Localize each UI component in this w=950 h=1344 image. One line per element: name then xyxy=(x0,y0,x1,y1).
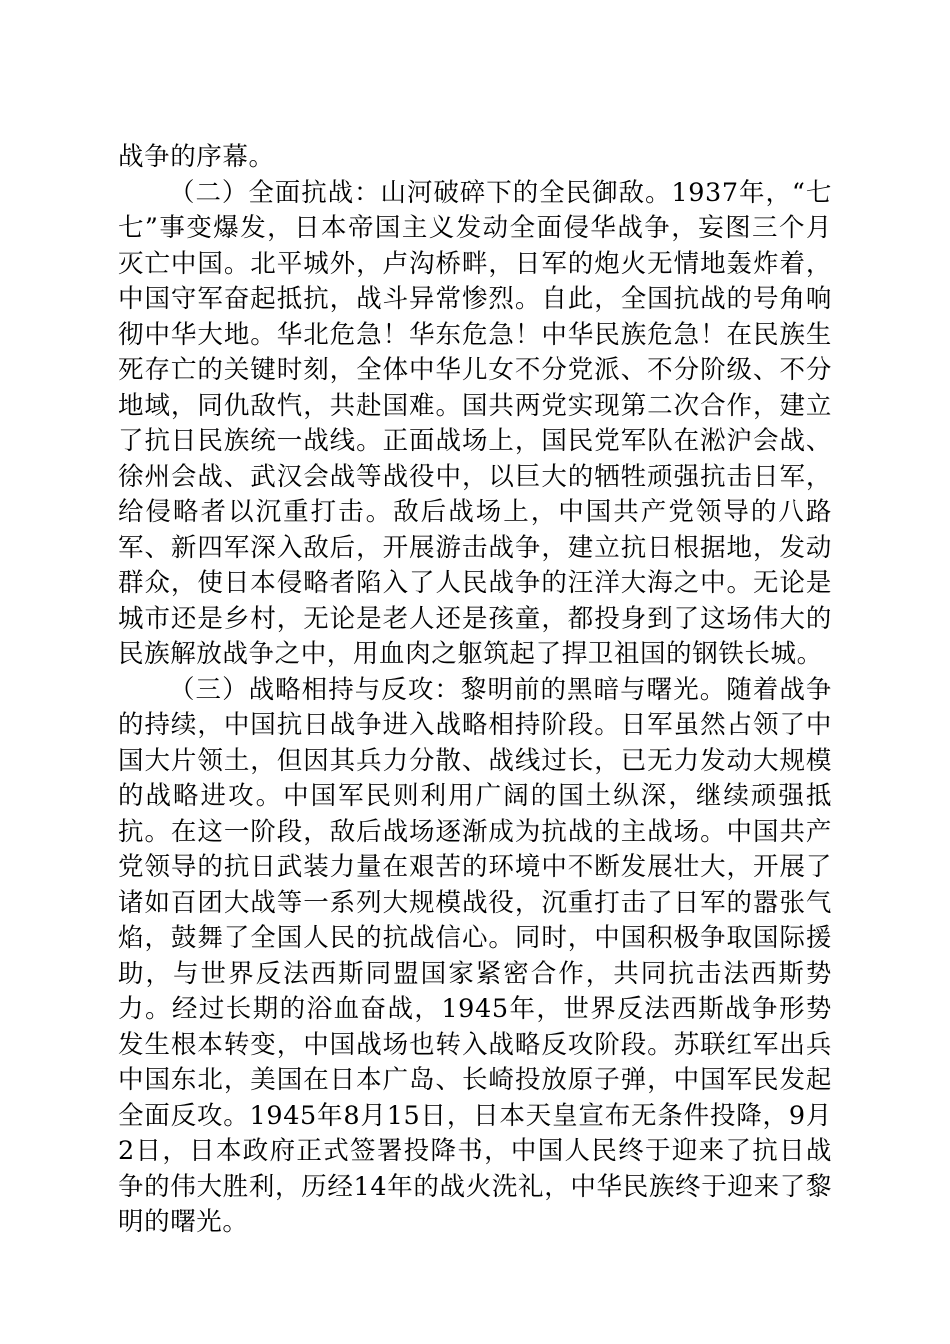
section-body-3: 随着战争的持续，中国抗日战争进入战略相持阶段。日军虽然占领了中国大片领土，但因其兵力分散、战线过长，已无力发动大规模的战略进攻。中国军民则利用广阔的国土纵深，继续顽强抵抗。在这一阶段，敌后战场逐渐成为抗战的主战场。中国共产党领导的抗日武装力量在艰苦的环境中不断发展壮大，开展了诸如百团大战等一系列大规模战役，沉重打击了日军的嚣张气焰，鼓舞了全国人民的抗战信心。同时，中国积极争取国际援助，与世界反法西斯同盟国家紧密合作，共同抗击法西斯势力。经过长期的浴血奋战，1945年，世界反法西斯战争形势发生根本转变，中国战场也转入战略反攻阶段。苏联红军出兵中国东北，美国在日本广岛、长崎投放原子弹，中国军民发起全面反攻。1945年8月15日，日本天皇宣布无条件投降，9月2日，日本政府正式签署投降书，中国人民终于迎来了抗日战争的伟大胜利，历经14年的战火洗礼，中华民族终于迎来了黎明的曙光。 xyxy=(118,674,832,1237)
section-heading-2: （二）全面抗战：山河破碎下的全民御敌。 xyxy=(169,177,672,208)
section-paragraph-2 xyxy=(118,176,832,673)
continued-paragraph: 战争的序幕。 xyxy=(118,142,275,172)
document-page xyxy=(118,140,832,1241)
section-body-2: 1937年，“七七”事变爆发，日本帝国主义发动全面侵华战争，妄图三个月灭亡中国。北平城外，卢沟桥畔，日军的炮火无情地轰炸着，中国守军奋起抵抗，战斗异常惨烈。自此，全国抗战的号角响彻中华大地。华北危急！华东危急！中华民族危急！在民族生死存亡的关键时刻，全体中华儿女不分党派、不分阶级、不分地域，同仇敌忾，共赴国难。国共两党实现第二次合作，建立了抗日民族统一战线。正面战场上，国民党军队在淞沪会战、徐州会战、武汉会战等战役中，以巨大的牺牲顽强抗击日军，给侵略者以沉重打击。敌后战场上，中国共产党领导的八路军、新四军深入敌后，开展游击战争，建立抗日根据地，发动群众，使日本侵略者陷入了人民战争的汪洋大海之中。无论是城市还是乡村，无论是老人还是孩童，都投身到了这场伟大的民族解放战争之中，用血肉之躯筑起了捍卫祖国的钢铁长城。 xyxy=(118,177,833,669)
section-heading-3: （三）战略相持与反攻：黎明前的黑暗与曙光。 xyxy=(169,674,727,705)
section-paragraph-3 xyxy=(118,673,832,1241)
